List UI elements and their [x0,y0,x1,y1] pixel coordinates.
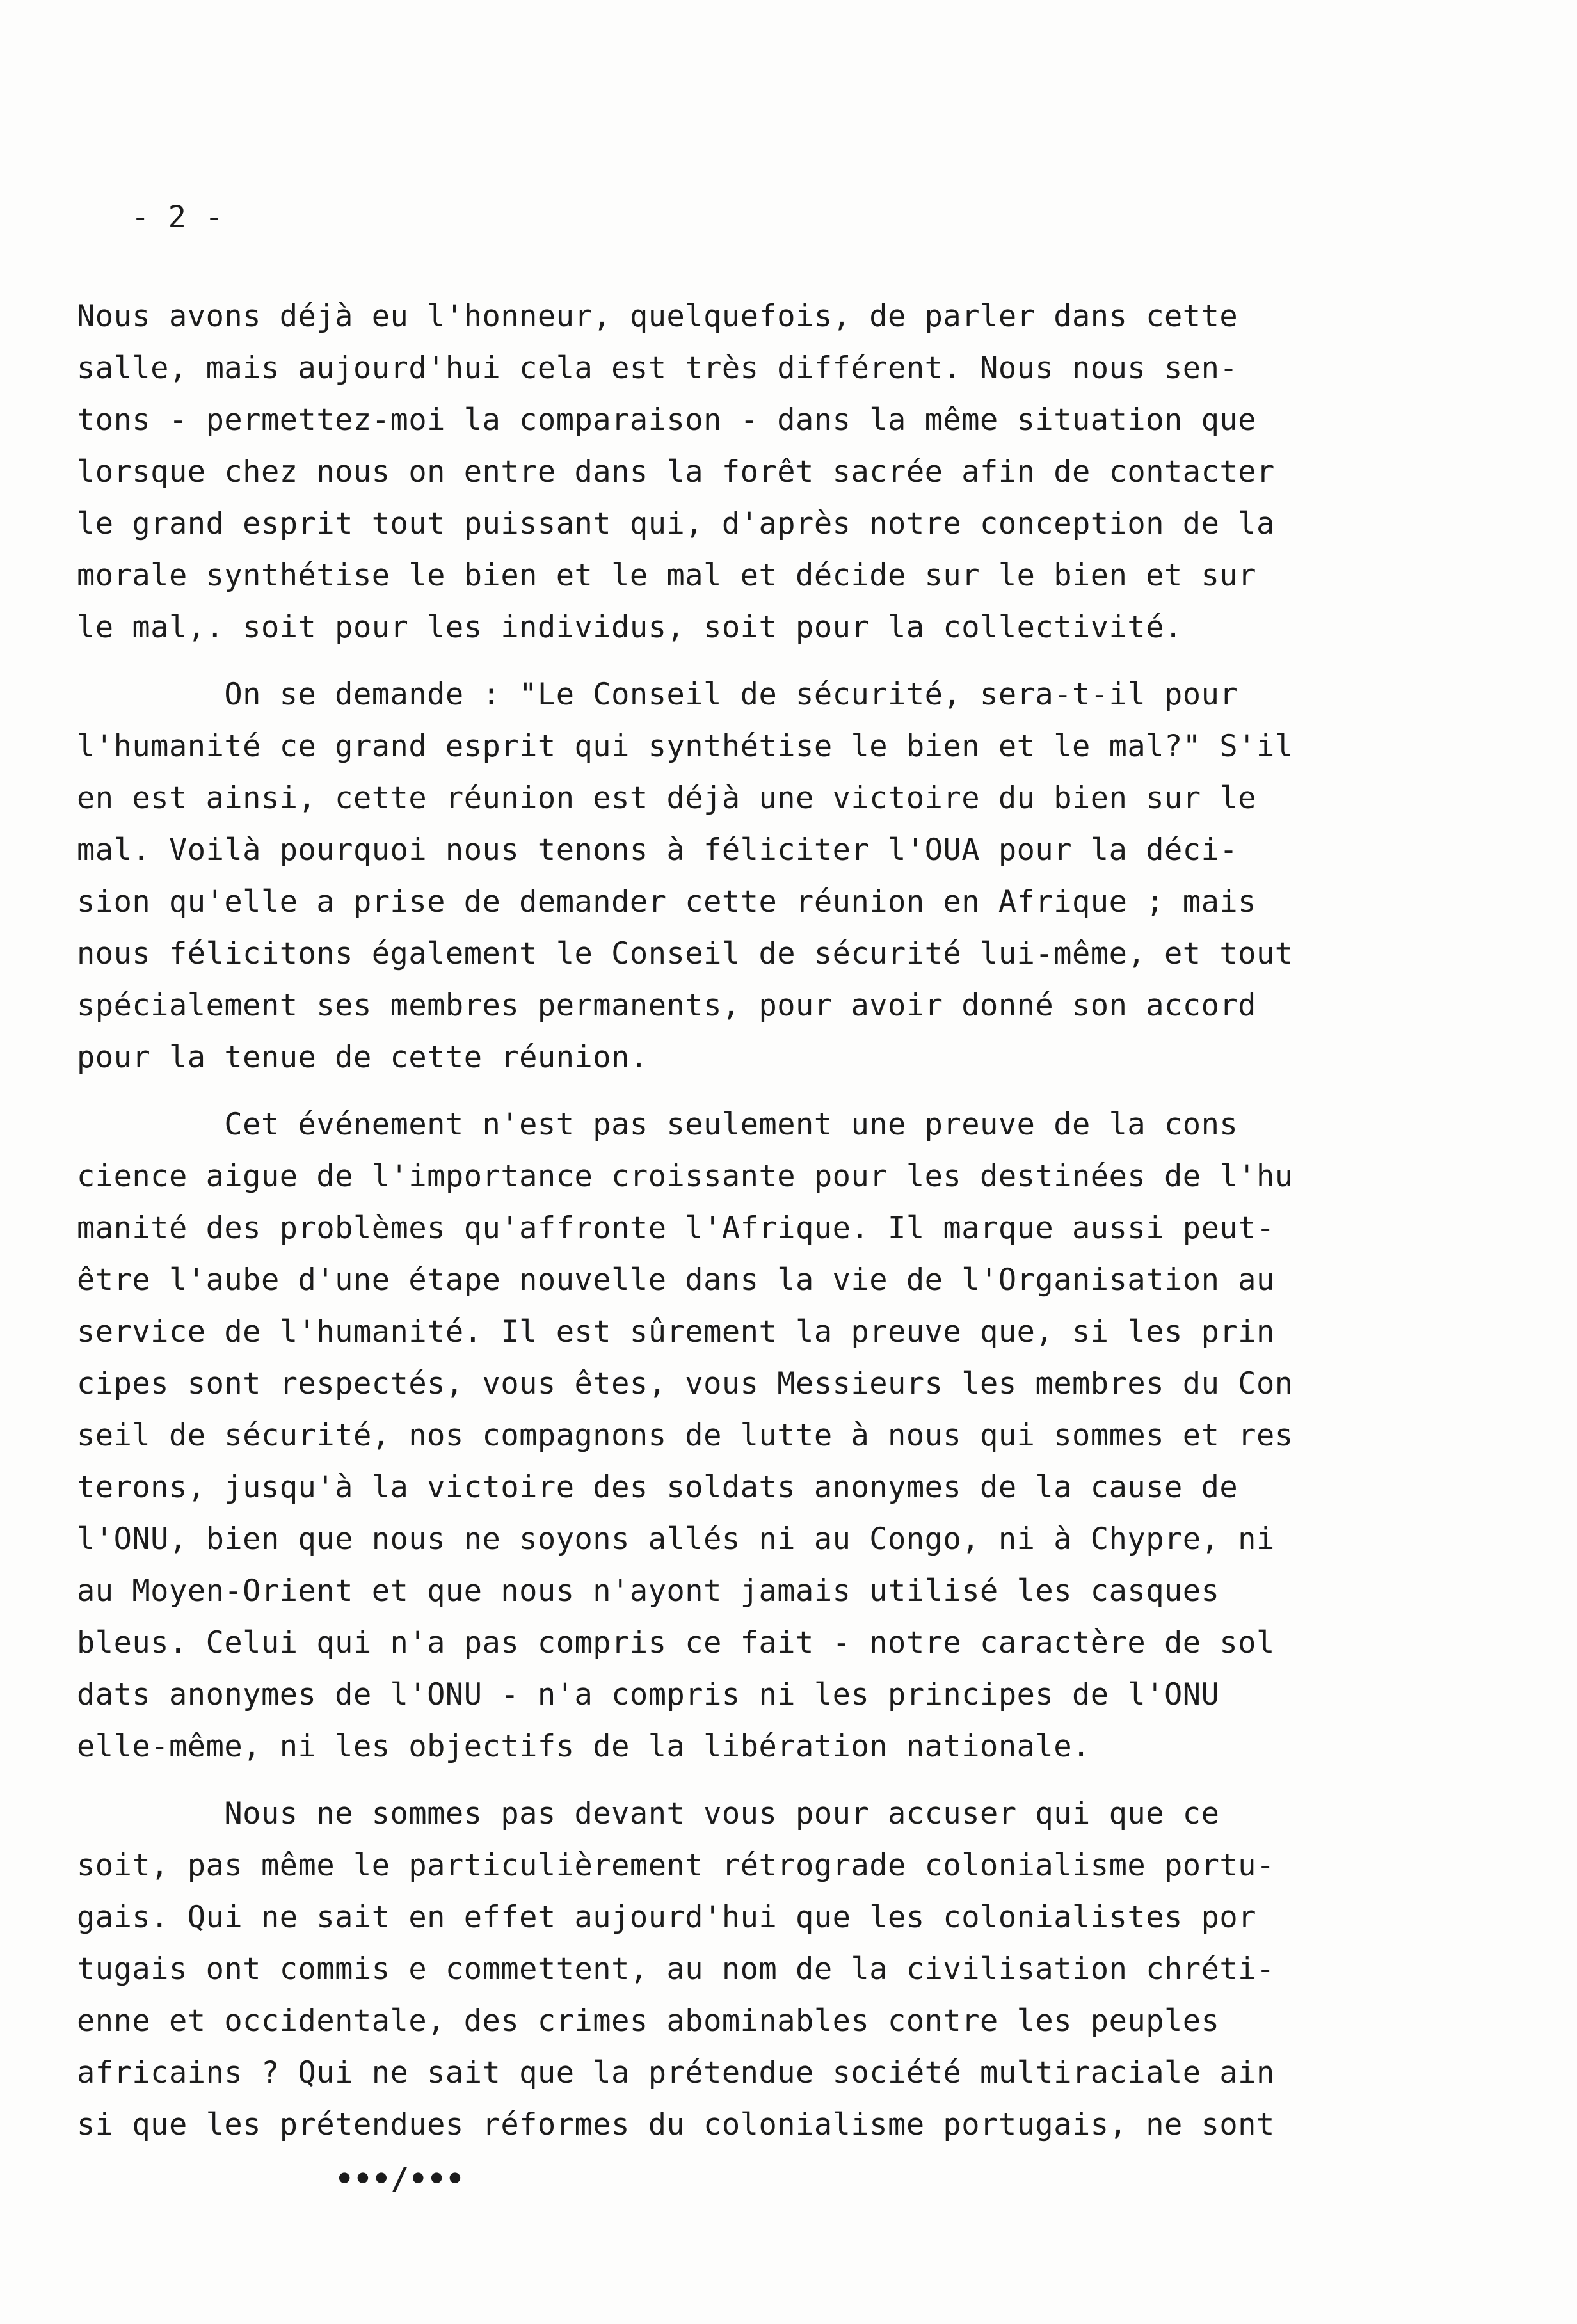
text-line: tugais ont commis e commettent, au nom de la civilisation chréti- [77,1952,1275,1987]
text-line: Cet événement n'est pas seulement une preuve de la cons [77,1107,1238,1142]
paragraph-2 [77,669,1357,1083]
text-line: le mal,. soit pour les individus, soit pour la collectivité. [77,610,1183,645]
text-line: terons, jusqu'à la victoire des soldats anonymes de la cause de [77,1470,1238,1505]
text-line: l'ONU, bien que nous ne soyons allés ni au Congo, ni à Chypre, ni [77,1522,1275,1557]
text-line: lorsque chez nous on entre dans la forêt sacrée afin de contacter [77,454,1275,489]
text-line: spécialement ses membres permanents, pour avoir donné son accord [77,988,1256,1023]
text-line: nous félicitons également le Conseil de sécurité lui-même, et tout [77,936,1293,971]
text-line: cipes sont respectés, vous êtes, vous Messieurs les membres du Con [77,1366,1293,1401]
text-line: sion qu'elle a prise de demander cette réunion en Afrique ; mais [77,884,1256,919]
paragraph-1 [77,290,1357,653]
text-line: le grand esprit tout puissant qui, d'après notre conception de la [77,506,1275,541]
text-line: Nous avons déjà eu l'honneur, quelquefois, de parler dans cette [77,299,1238,334]
text-line: cience aigue de l'importance croissante pour les destinées de l'hu [77,1159,1293,1194]
text-line: soit, pas même le particulièrement rétrograde colonialisme portu- [77,1848,1275,1883]
page-number: - 2 - [131,200,223,235]
text-line: si que les prétendues réformes du colonialisme portugais, ne sont [77,2107,1275,2142]
text-line: bleus. Celui qui n'a pas compris ce fait - notre caractère de sol [77,1625,1275,1660]
text-line: Nous ne sommes pas devant vous pour accuser qui que ce [77,1796,1220,1831]
text-line: service de l'humanité. Il est sûrement la preuve que, si les prin [77,1314,1275,1349]
text-line: enne et occidentale, des crimes abominables contre les peuples [77,2003,1220,2039]
text-line: On se demande : "Le Conseil de sécurité, sera-t-il pour [77,677,1238,712]
text-line: seil de sécurité, nos compagnons de lutte à nous qui sommes et res [77,1418,1293,1453]
text-line: tons - permettez-moi la comparaison - dans la même situation que [77,402,1256,438]
text-line: gais. Qui ne sait en effet aujourd'hui que les colonialistes por [77,1900,1256,1935]
text-line: dats anonymes de l'ONU - n'a compris ni les principes de l'ONU [77,1677,1220,1712]
text-line: au Moyen-Orient et que nous n'ayont jamais utilisé les casques [77,1573,1220,1609]
text-line: salle, mais aujourd'hui cela est très différent. Nous nous sen- [77,351,1238,386]
text-line: mal. Voilà pourquoi nous tenons à féliciter l'OUA pour la déci- [77,832,1238,868]
text-line: être l'aube d'une étape nouvelle dans la vie de l'Organisation au [77,1262,1275,1298]
body-text [77,290,1357,2166]
text-line: en est ainsi, cette réunion est déjà une victoire du bien sur le [77,781,1256,816]
paragraph-4 [77,1788,1357,2151]
text-line: africains ? Qui ne sait que la prétendue société multiraciale ain [77,2055,1275,2090]
paragraph-3 [77,1099,1357,1772]
continuation-mark: •••/••• [335,2161,465,2197]
text-line: morale synthétise le bien et le mal et décide sur le bien et sur [77,558,1256,593]
text-line: pour la tenue de cette réunion. [77,1040,648,1075]
text-line: l'humanité ce grand esprit qui synthétise le bien et le mal?" S'il [77,729,1293,764]
text-line: manité des problèmes qu'affronte l'Afrique. Il marque aussi peut- [77,1211,1275,1246]
text-line: elle-même, ni les objectifs de la libération nationale. [77,1729,1091,1764]
